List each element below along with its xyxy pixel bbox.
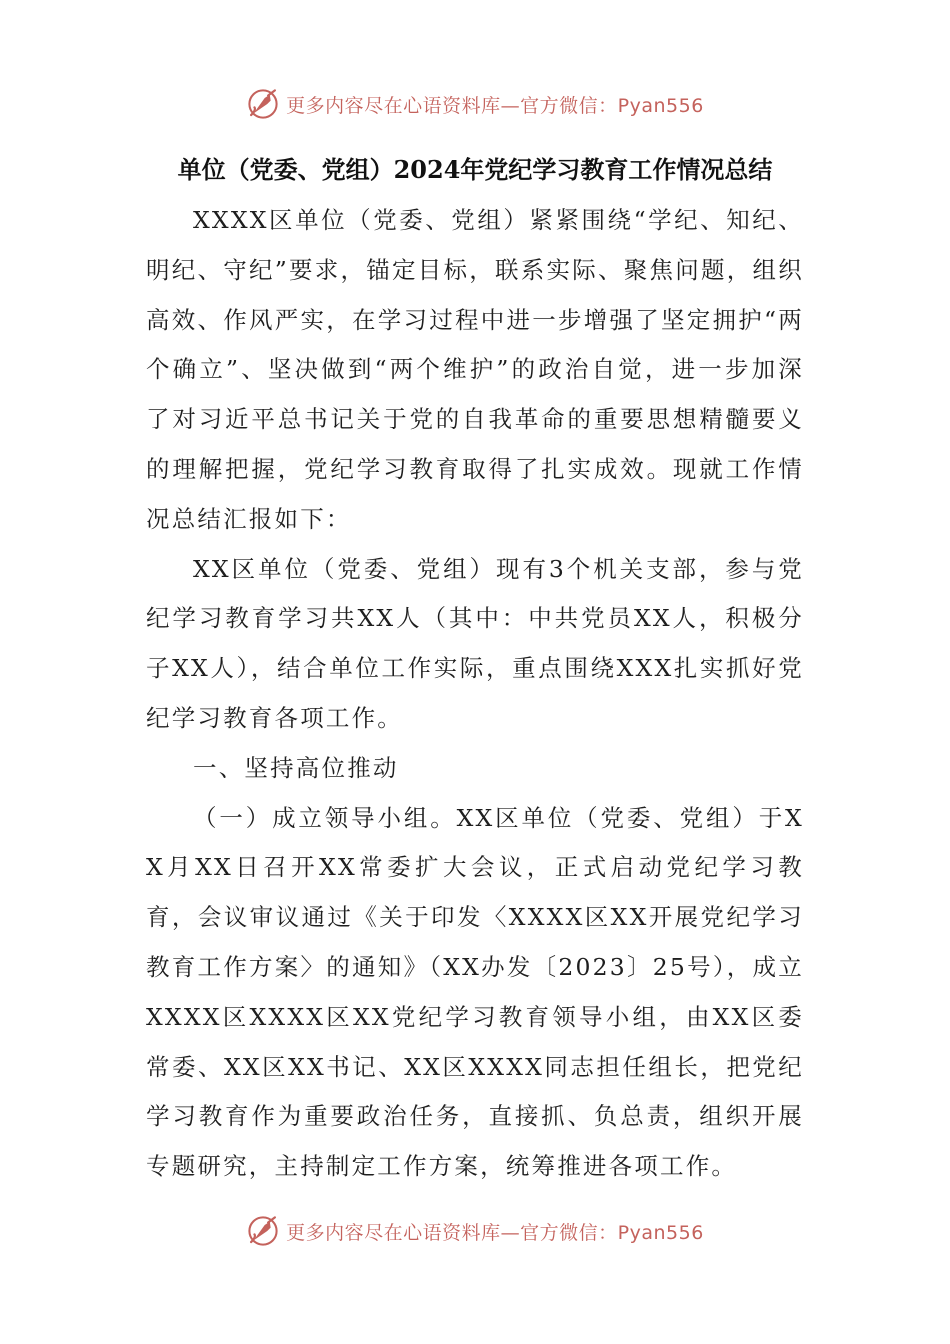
document-body: [146, 196, 804, 1192]
paragraph-overview: XX区单位（党委、党组）现有3个机关支部，参与党纪学习教育学习共XX人（其中：中共党员XX人，积极分子XX人），结合单位工作实际，重点围绕XXX扎实抓好党纪学习教育各项工作。: [146, 554, 804, 732]
document-title: 单位（党委、党组）2024年党纪学习教育工作情况总结: [177, 155, 773, 184]
pen-nib-circle-icon: [246, 1214, 280, 1248]
footer-watermark-banner: [0, 1211, 950, 1251]
banner-text: 更多内容尽在心语资料库—官方微信：Pyan556: [286, 1221, 704, 1244]
paragraph-intro: XXXX区单位（党委、党组）紧紧围绕“学纪、知纪、明纪、守纪”要求，锚定目标，联系实际、聚焦问题，组织高效、作风严实，在学习过程中进一步增强了坚定拥护“两个确立”、坚决做到“两个维护”的政治自觉，进一步加深了对习近平总书记关于党的自我革命的重要思想精髓要义的理解把握，党纪学习教育取得了扎实成效。现就工作情况总结汇报如下：: [146, 206, 804, 533]
banner-text: 更多内容尽在心语资料库—官方微信：Pyan556: [286, 94, 704, 117]
banner-wechat-id: Pyan556: [617, 1221, 704, 1244]
header-watermark-banner: [0, 84, 950, 124]
pen-nib-circle-icon: [246, 87, 280, 121]
banner-wechat-id: Pyan556: [617, 94, 704, 117]
paragraph-leadership-group: （一）成立领导小组。XX区单位（党委、党组）于XX月XX日召开XX常委扩大会议，正式启动党纪学习教育，会议审议通过《关于印发〈XXXX区XX开展党纪学习教育工作方案〉的通知》（XX办发〔2023〕25号），成立XXXX区XXXX区XX党纪学习教育领导小组，由XX区委常委、XX区XX书记、XX区XXXX同志担任组长，把党纪学习教育作为重要政治任务，直接抓、负总责，组织开展专题研究，主持制定工作方案，统筹推进各项工作。: [146, 803, 804, 1181]
section-heading-1: 一、坚持高位推动: [193, 753, 399, 782]
